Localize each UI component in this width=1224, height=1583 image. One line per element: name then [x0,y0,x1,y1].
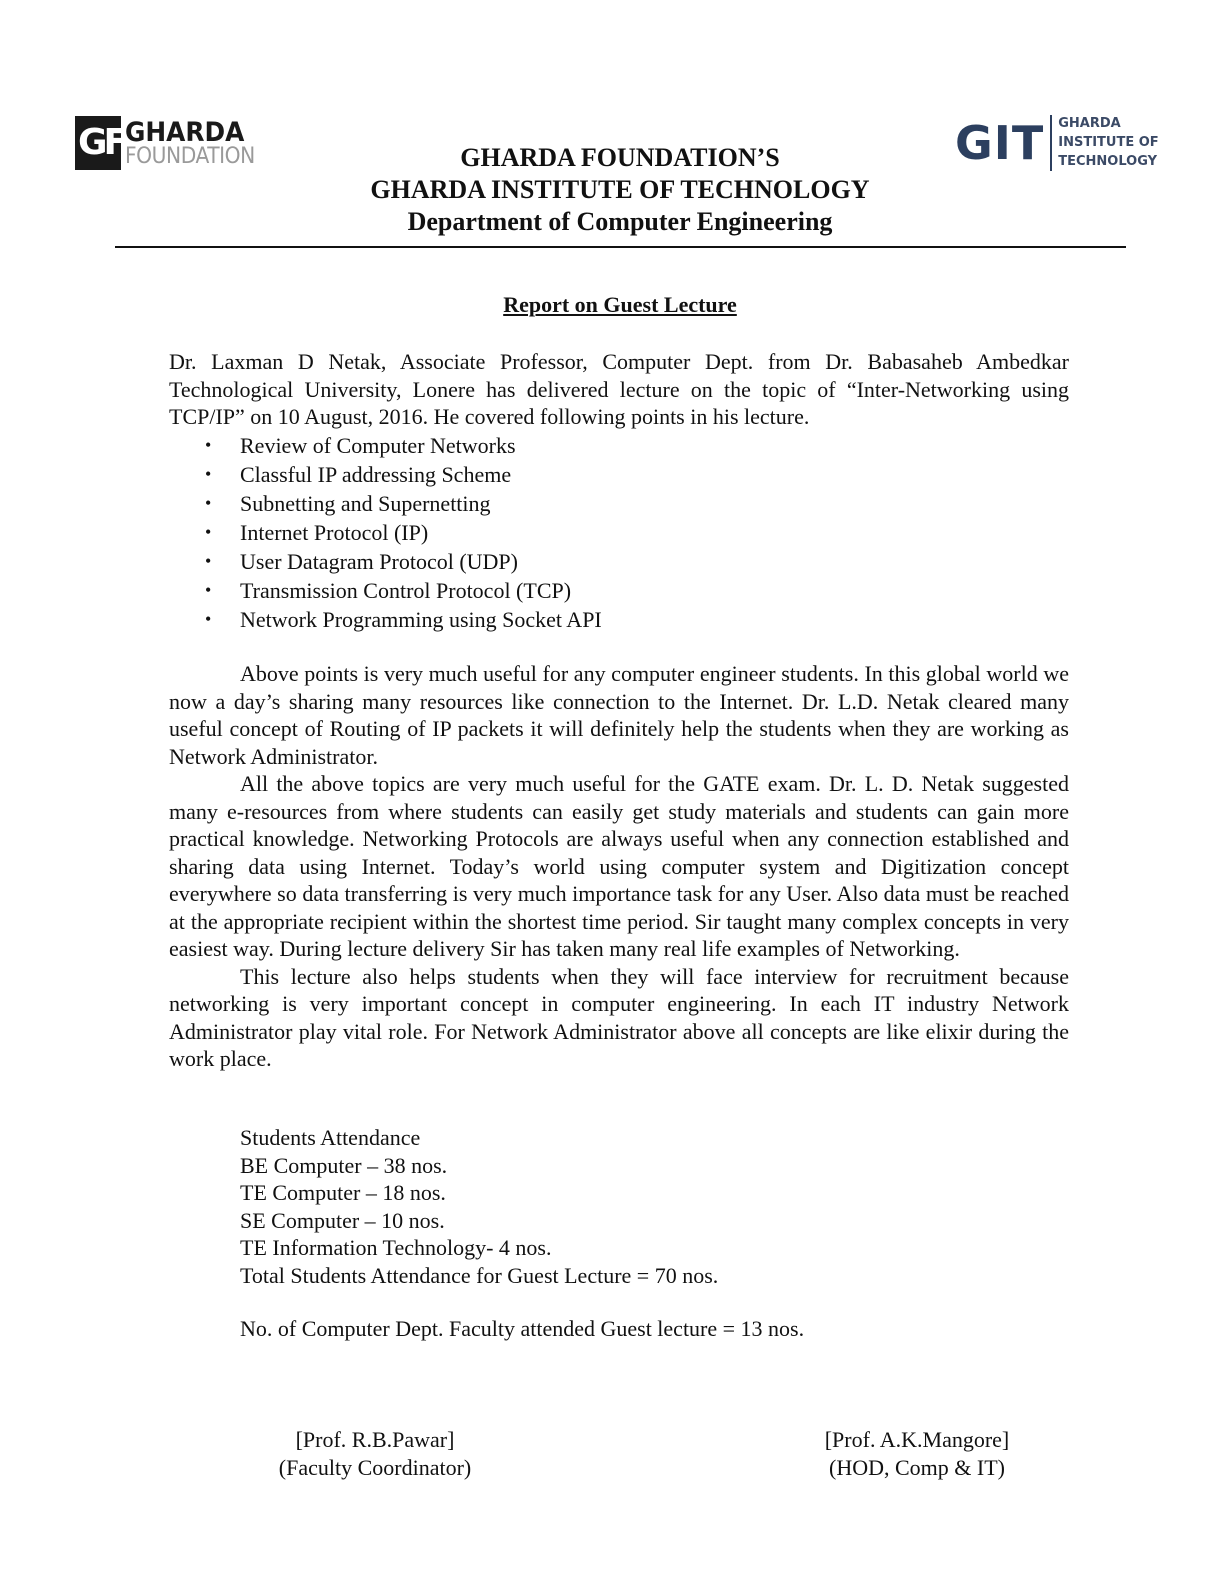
intro-paragraph: Dr. Laxman D Netak, Associate Professor, Computer Dept. from Dr. Babasaheb Ambedkar Technological University, Lonere has delivered lecture on the topic of “Inter-Networking using TCP/IP” on 10 August, 2016. He covered following points in his lecture. [169,349,1069,429]
signature-left-role: (Faculty Coordinator) [278,1455,472,1480]
signature-hod [812,1426,1022,1482]
list-item: • Review of Computer Networks [205,431,602,460]
attendance-line: TE Information Technology- 4 nos. [240,1235,552,1260]
header-department: Department of Computer Engineering [407,207,833,236]
git-logo-line1: GHARDA [1058,116,1121,131]
attendance-heading: Students Attendance [240,1125,421,1150]
report-body [169,660,1069,1073]
gf-logo-mark [75,116,125,170]
header-foundation: GHARDA FOUNDATION’S [460,143,780,172]
attendance-line: TE Computer – 18 nos. [240,1180,446,1205]
list-item: • Transmission Control Protocol (TCP) [205,576,602,605]
list-item: • Classful IP addressing Scheme [205,460,602,489]
body-paragraph-2: All the above topics are very much useful for the GATE exam. Dr. L. D. Netak suggested many e-resources from where students can easily get study materials and students can gain more practical knowledge. Networking Protocols are always useful when any connection established and sharing data using Internet. Today’s world using computer system and Digitization concept everywhere so data transferring is very much importance task for any User. Also data must be reached at the appropriate recipient within the shortest time period. Sir taught many complex concepts in very easiest way. During lecture delivery Sir has taken many real life examples of Networking. [169,771,1069,961]
attendance-line: SE Computer – 10 nos. [240,1207,445,1233]
list-item: • Subnetting and Supernetting [205,489,602,518]
gf-logo-line1: GHARDA [125,116,245,148]
faculty-attendance: No. of Computer Dept. Faculty attended Guest lecture = 13 nos. [240,1316,805,1341]
gf-logo-letters: GF [78,122,125,163]
git-logo-mark: GIT [955,115,1045,170]
signature-right-role: (HOD, Comp & IT) [829,1455,1005,1480]
header-divider [115,246,1126,248]
git-logo-line2: INSTITUTE OF [1058,135,1159,150]
body-paragraph-3: This lecture also helps students when they will face interview for recruitment because networking is very important concept in computer engineering. In each IT industry Network Administrator play vital role. For Network Administrator above all concepts are like elixir during the work place. [169,963,1069,1071]
gf-logo-line2: FOUNDATION [125,143,255,169]
body-paragraph-1: Above points is very much useful for any computer engineer students. In this global world we now a day’s sharing many resources like connection to the Internet. Dr. L.D. Netak cleared many useful concept of Routing of IP packets it will definitely help the students when they are working as Network Administrator. [169,661,1069,769]
list-item: • Network Programming using Socket API [205,605,602,634]
attendance-total: Total Students Attendance for Guest Lecture = 70 nos. [240,1262,719,1288]
git-logo-line3: TECHNOLOGY [1058,154,1158,169]
attendance-block [240,1124,718,1289]
header-institute: GHARDA INSTITUTE OF TECHNOLOGY [370,175,870,204]
attendance-line: BE Computer – 38 nos. [240,1152,448,1178]
report-title: Report on Guest Lecture [503,292,737,317]
signature-left-name: [Prof. R.B.Pawar] [295,1427,455,1452]
signature-faculty-coordinator [270,1426,480,1482]
list-item: • User Datagram Protocol (UDP) [205,547,602,576]
list-item: • Internet Protocol (IP) [205,518,602,547]
signature-right-name: [Prof. A.K.Mangore] [824,1427,1010,1452]
lecture-points-list [205,431,602,634]
